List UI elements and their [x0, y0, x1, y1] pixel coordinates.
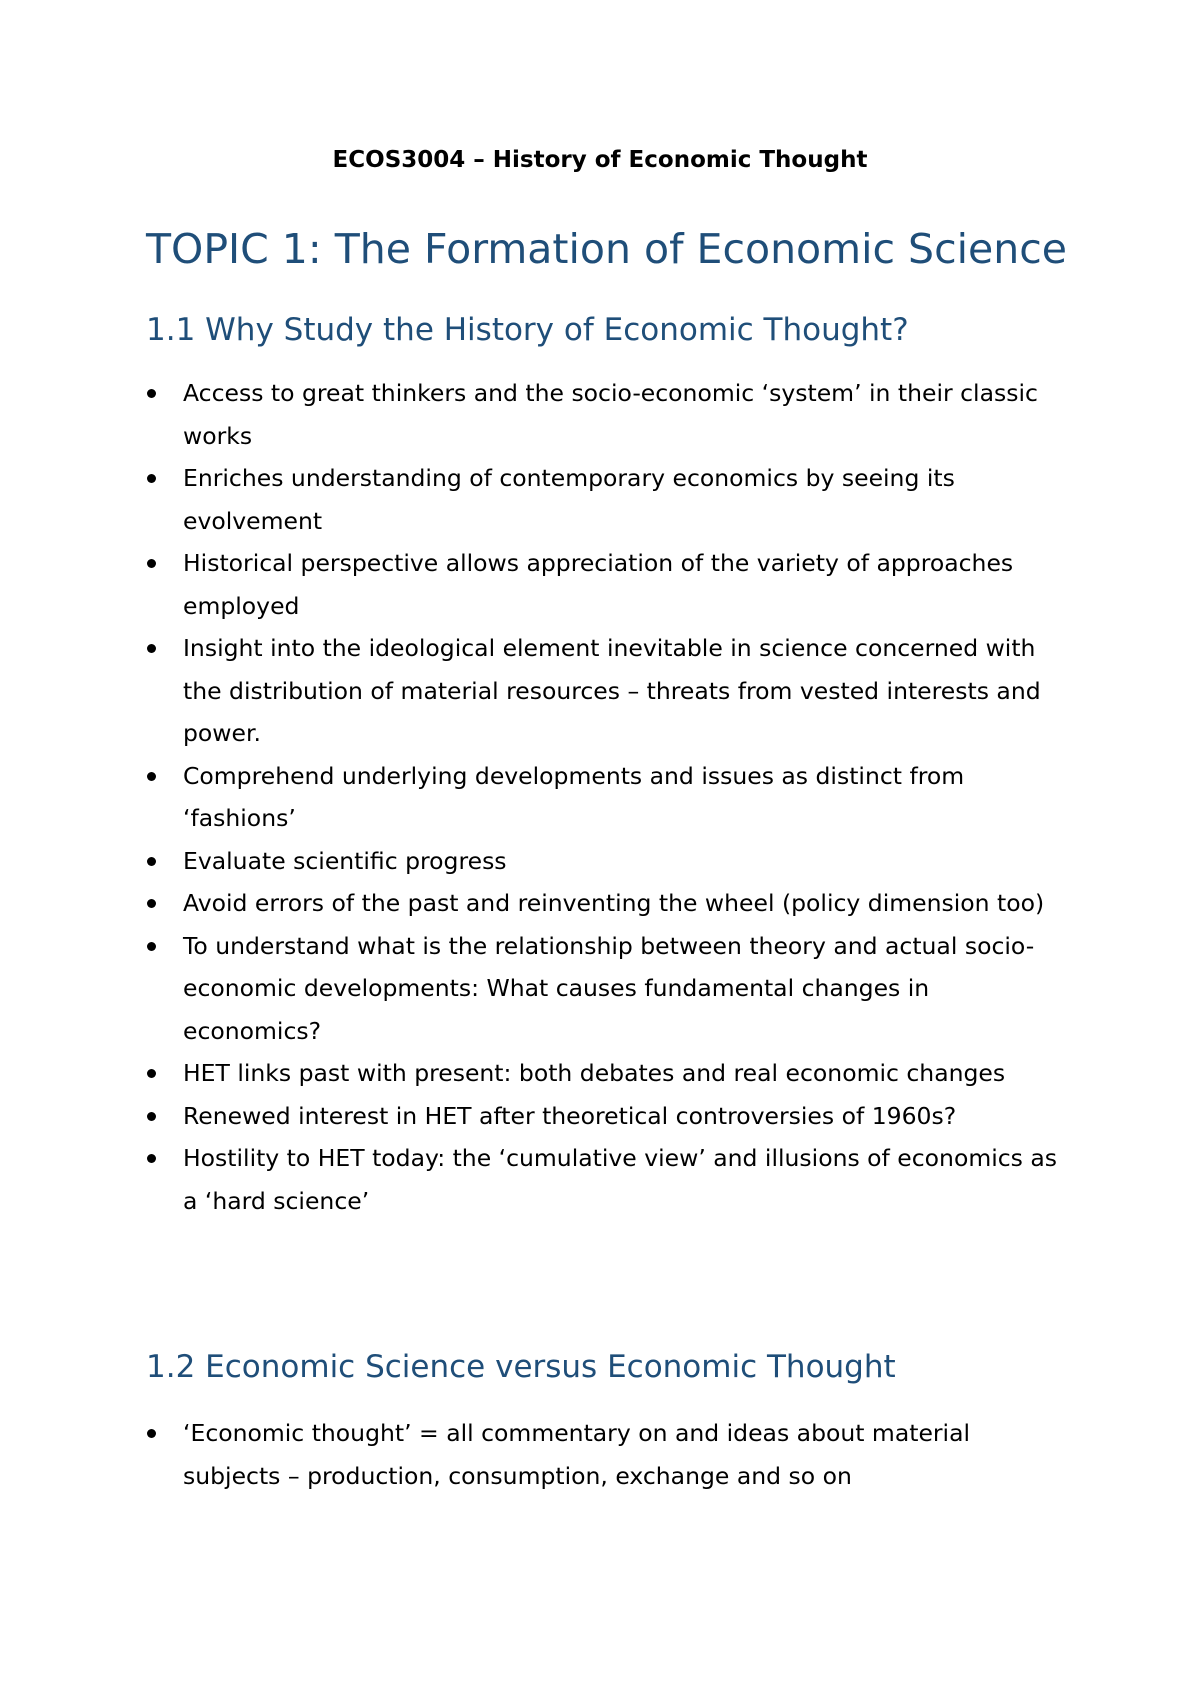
bullet-icon: [147, 644, 156, 653]
list-item: [0, 1095, 1063, 1138]
bullet-list-1-1: [0, 372, 1200, 1222]
list-item-text: Comprehend underlying developments and issues as distinct from ‘fashions’: [183, 761, 965, 832]
bullet-list-1-2: [0, 1412, 1200, 1497]
bullet-icon: [147, 857, 156, 866]
list-item-text: HET links past with present: both debates and real economic changes: [183, 1059, 1006, 1087]
bullet-icon: [147, 899, 156, 908]
topic-heading: TOPIC 1: The Formation of Economic Science: [146, 225, 1067, 273]
list-item: [0, 755, 1063, 840]
list-item: [0, 372, 1063, 457]
list-item-text: Insight into the ideological element inevitable in science concerned with the distribution of material resources – threats from vested interests and power.: [183, 634, 1041, 747]
list-item-text: Historical perspective allows appreciation of the variety of approaches employed: [183, 549, 1014, 620]
section-heading-1-2: 1.2 Economic Science versus Economic Thought: [146, 1349, 896, 1385]
bullet-icon: [147, 389, 156, 398]
list-item: [0, 627, 1063, 755]
list-item: [0, 1052, 1063, 1095]
list-item-text: Evaluate scientific progress: [183, 846, 507, 875]
list-item: [0, 840, 1063, 883]
bullet-icon: [147, 772, 156, 781]
list-item-text: Hostility to HET today: the ‘cumulative view’ and illusions of economics as a ‘hard science’: [183, 1144, 1058, 1215]
list-item-text: Enriches understanding of contemporary economics by seeing its evolvement: [183, 464, 955, 535]
list-item: [0, 542, 1063, 627]
list-item: [0, 1412, 1063, 1497]
list-item-text: Avoid errors of the past and reinventing the wheel (policy dimension too): [183, 889, 1045, 917]
bullet-icon: [147, 942, 156, 951]
list-item-text: Renewed interest in HET after theoretical controversies of 1960s?: [183, 1101, 957, 1130]
list-item: [0, 925, 1063, 1053]
list-item: [0, 457, 1063, 542]
bullet-icon: [147, 1112, 156, 1121]
list-item-text: Access to great thinkers and the socio-economic ‘system’ in their classic works: [183, 379, 1038, 450]
bullet-icon: [147, 1429, 156, 1438]
course-title: ECOS3004 – History of Economic Thought: [332, 147, 868, 173]
bullet-icon: [147, 1069, 156, 1078]
bullet-icon: [147, 559, 156, 568]
list-item: [0, 882, 1063, 925]
list-item-text: ‘Economic thought’ = all commentary on and ideas about material subjects – production, consumption, exchange and so on: [183, 1419, 971, 1490]
list-item: [0, 1137, 1063, 1222]
bullet-icon: [147, 1154, 156, 1163]
bullet-icon: [147, 474, 156, 483]
section-heading-1-1: 1.1 Why Study the History of Economic Thought?: [146, 312, 909, 348]
list-item-text: To understand what is the relationship between theory and actual socio-economic developments: What causes fundamental changes in economics?: [183, 931, 1035, 1045]
